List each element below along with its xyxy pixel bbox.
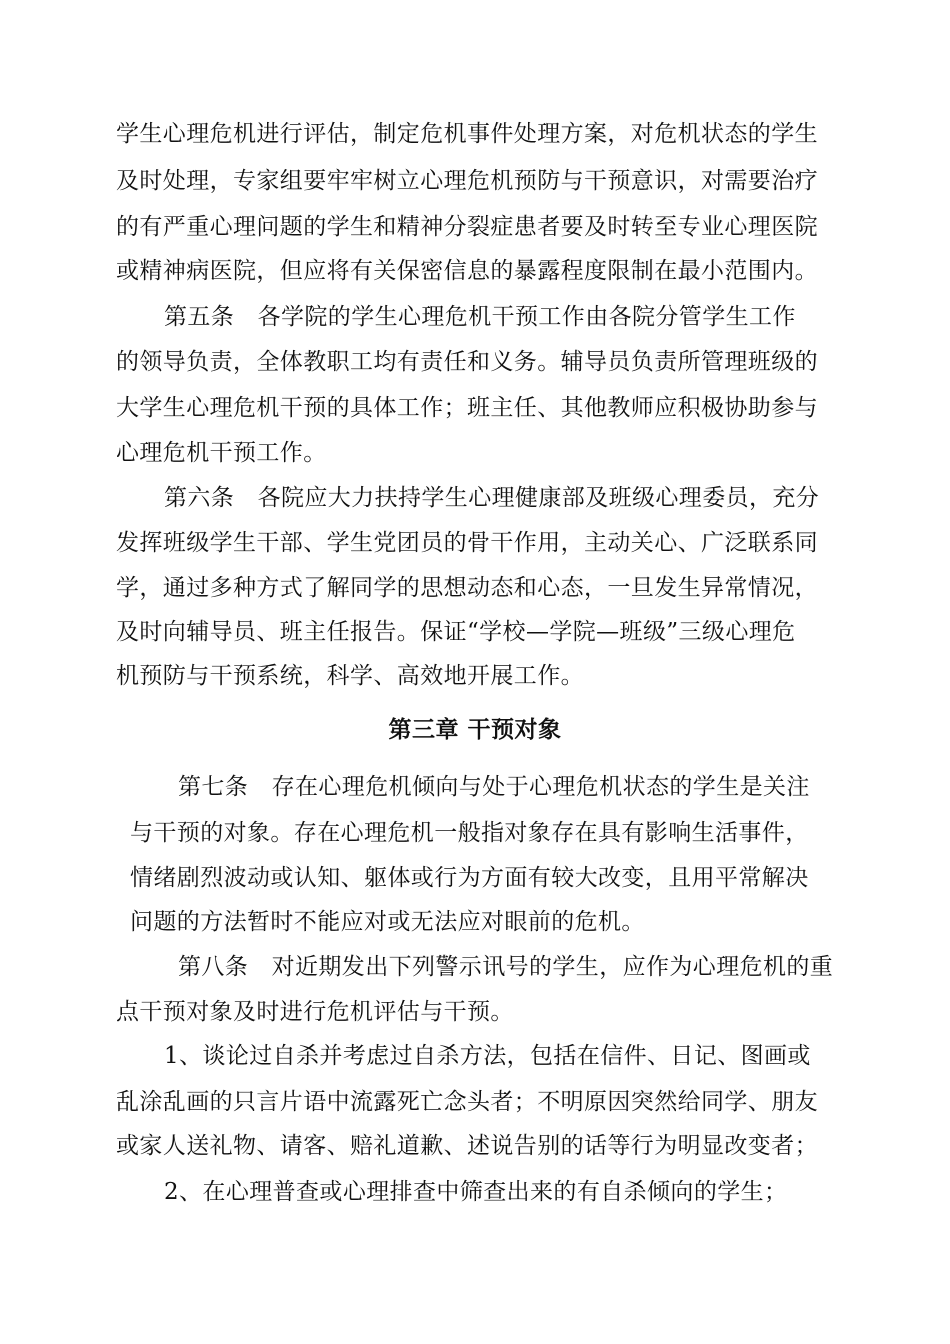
paragraph-line: 学，通过多种方式了解同学的思想动态和心态，一旦发生异常情况， — [116, 575, 818, 601]
article-7-line: 第七条 存在心理危机倾向与处于心理危机状态的学生是关注 — [178, 774, 810, 800]
paragraph-line: 乱涂乱画的只言片语中流露死亡念头者；不明原因突然给同学、朋友 — [116, 1089, 818, 1115]
list-item-2-line: 2、在心理普查或心理排查中筛查出来的有自杀倾向的学生； — [164, 1179, 788, 1205]
paragraph-line: 的有严重心理问题的学生和精神分裂症患者要及时转至专业心理医院 — [116, 214, 818, 240]
paragraph-line: 问题的方法暂时不能应对或无法应对眼前的危机。 — [130, 909, 645, 935]
paragraph-line: 及时处理，专家组要牢牢树立心理危机预防与干预意识，对需要治疗 — [116, 168, 818, 194]
paragraph-line: 的领导负责，全体教职工均有责任和义务。辅导员负责所管理班级的 — [116, 349, 818, 375]
paragraph-line: 心理危机干预工作。 — [116, 440, 327, 466]
paragraph-line: 学生心理危机进行评估，制定危机事件处理方案，对危机状态的学生 — [116, 121, 818, 147]
article-8-line: 第八条 对近期发出下列警示讯号的学生，应作为心理危机的重 — [178, 954, 834, 980]
paragraph-line: 及时向辅导员、班主任报告。保证“学校—学院—班级”三级心理危 — [116, 619, 796, 645]
paragraph-line: 大学生心理危机干预的具体工作；班主任、其他教师应积极协助参与 — [116, 395, 818, 421]
paragraph-line: 情绪剧烈波动或认知、躯体或行为方面有较大改变，且用平常解决 — [130, 865, 809, 891]
article-5-line: 第五条 各学院的学生心理危机干预工作由各院分管学生工作 — [164, 304, 796, 330]
paragraph-line: 或家人送礼物、请客、赔礼道歉、述说告别的话等行为明显改变者； — [116, 1133, 818, 1159]
paragraph-line: 与干预的对象。存在心理危机一般指对象存在具有影响生活事件， — [130, 820, 809, 846]
article-6-line: 第六条 各院应大力扶持学生心理健康部及班级心理委员，充分 — [164, 485, 820, 511]
list-item-1-line: 1、谈论过自杀并考虑过自杀方法，包括在信件、日记、图画或 — [164, 1043, 811, 1069]
paragraph-line: 机预防与干预系统，科学、高效地开展工作。 — [116, 663, 584, 689]
chapter-heading: 第三章 干预对象 — [388, 717, 562, 743]
paragraph-line: 或精神病医院，但应将有关保密信息的暴露程度限制在最小范围内。 — [116, 258, 818, 284]
paragraph-line: 发挥班级学生干部、学生党团员的骨干作用，主动关心、广泛联系同 — [116, 530, 818, 556]
paragraph-line: 点干预对象及时进行危机评估与干预。 — [116, 999, 514, 1025]
